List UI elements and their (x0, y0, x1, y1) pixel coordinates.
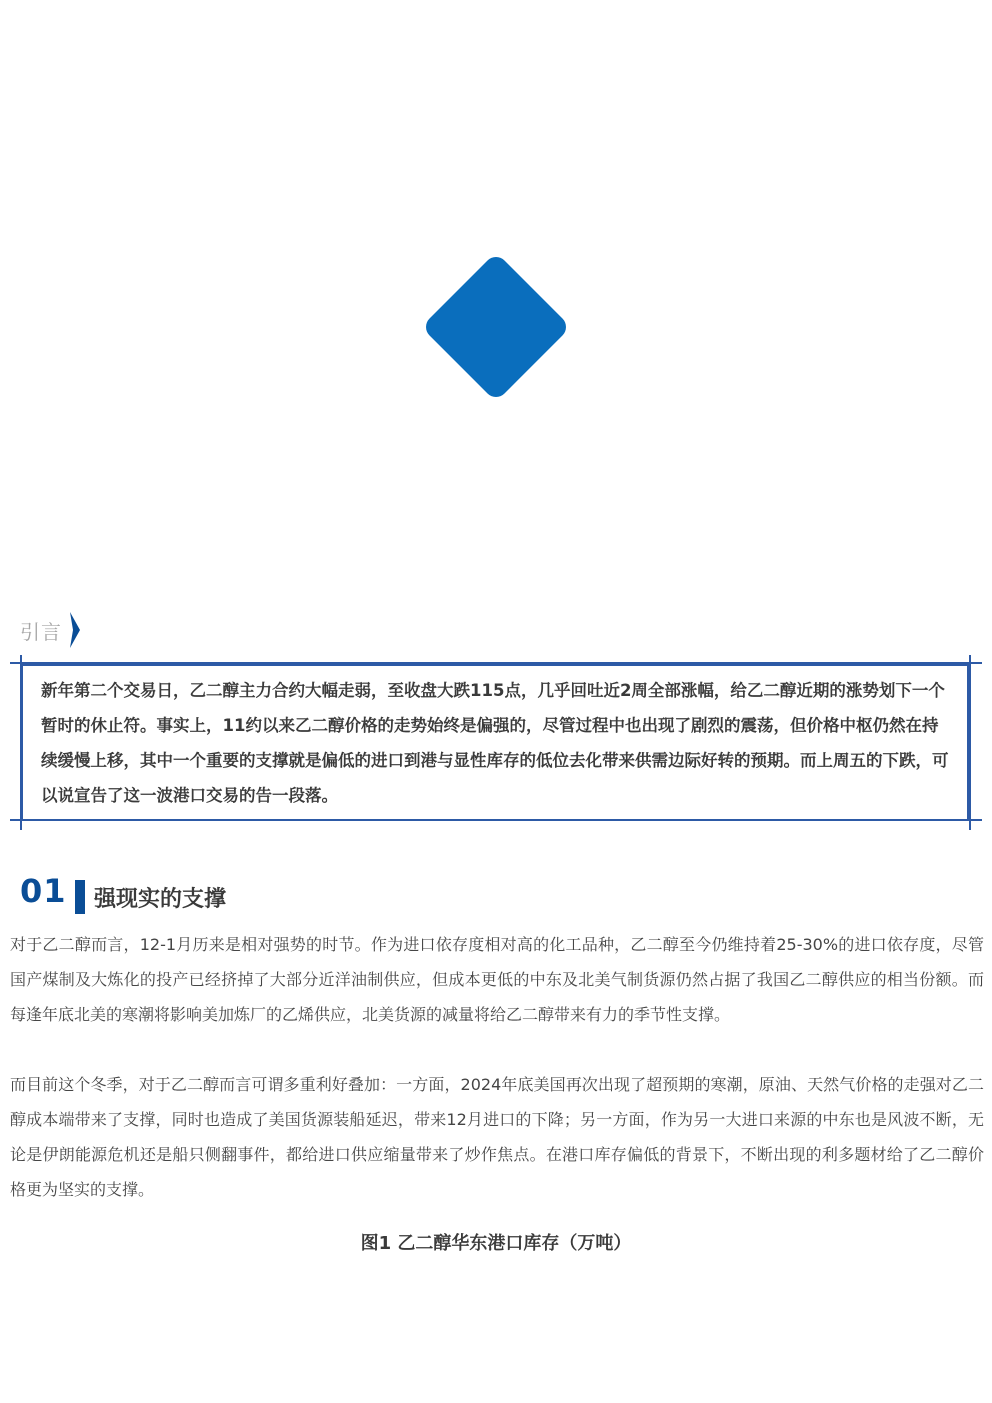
figure-caption: 图1 乙二醇华东港口库存（万吨） (360, 1233, 632, 1254)
cover-diamond-logo (421, 252, 571, 402)
intro-label: 引言 (20, 620, 62, 644)
quote-left-rule (20, 655, 22, 830)
quote-bottom-rule (10, 819, 982, 821)
body-paragraph-2: 而目前这个冬季，对于乙二醇而言可谓多重利好叠加：一方面，2024年底美国再次出现了超预期的寒潮，原油、天然气价格的走强对乙二醇成本端带来了支撑，同时也造成了美国货源装船延迟，带来12月进口的下降；另一方面，作为另一大进口来源的中东也是风波不断，无论是伊朗能源危机还是船只侧翻事件，都给进口供应缩量带来了炒作焦点。在港口库存偏低的背景下，不断出现的利多题材给了乙二醇价格更为坚实的支撑。 (10, 1075, 984, 1199)
body-paragraph-1: 对于乙二醇而言，12-1月历来是相对强势的时节。作为进口依存度相对高的化工品种，乙二醇至今仍维持着25-30%的进口依存度，尽管国产煤制及大炼化的投产已经挤掉了大部分近洋油制供应，但成本更低的中东及北美气制货源仍然占据了我国乙二醇供应的相当份额。而每逢年底北美的寒潮将影响美加炼厂的乙烯供应，北美货源的减量将给乙二醇带来有力的季节性支撑。 (10, 935, 984, 1024)
chevron-right-icon (68, 610, 82, 650)
intro-text: 新年第二个交易日，乙二醇主力合约大幅走弱，至收盘大跌115点，几乎回吐近2周全部涨幅，给乙二醇近期的涨势划下一个暂时的休止符。事实上，11约以来乙二醇价格的走势始终是偏强的，尽管过程中也出现了剧烈的震荡，但价格中枢仍然在持续缓慢上移，其中一个重要的支撑就是偏低的进口到港与显性库存的低位去化带来供需边际好转的预期。而上周五的下跌，可以说宣告了这一波港口交易的告一段落。 (41, 681, 949, 805)
section-title: 强现实的支撑 (94, 887, 227, 912)
quote-top-rule (10, 662, 982, 664)
section-number: 01 (20, 872, 67, 910)
quote-right-rule (969, 655, 971, 830)
section-marker-bar (75, 880, 85, 914)
